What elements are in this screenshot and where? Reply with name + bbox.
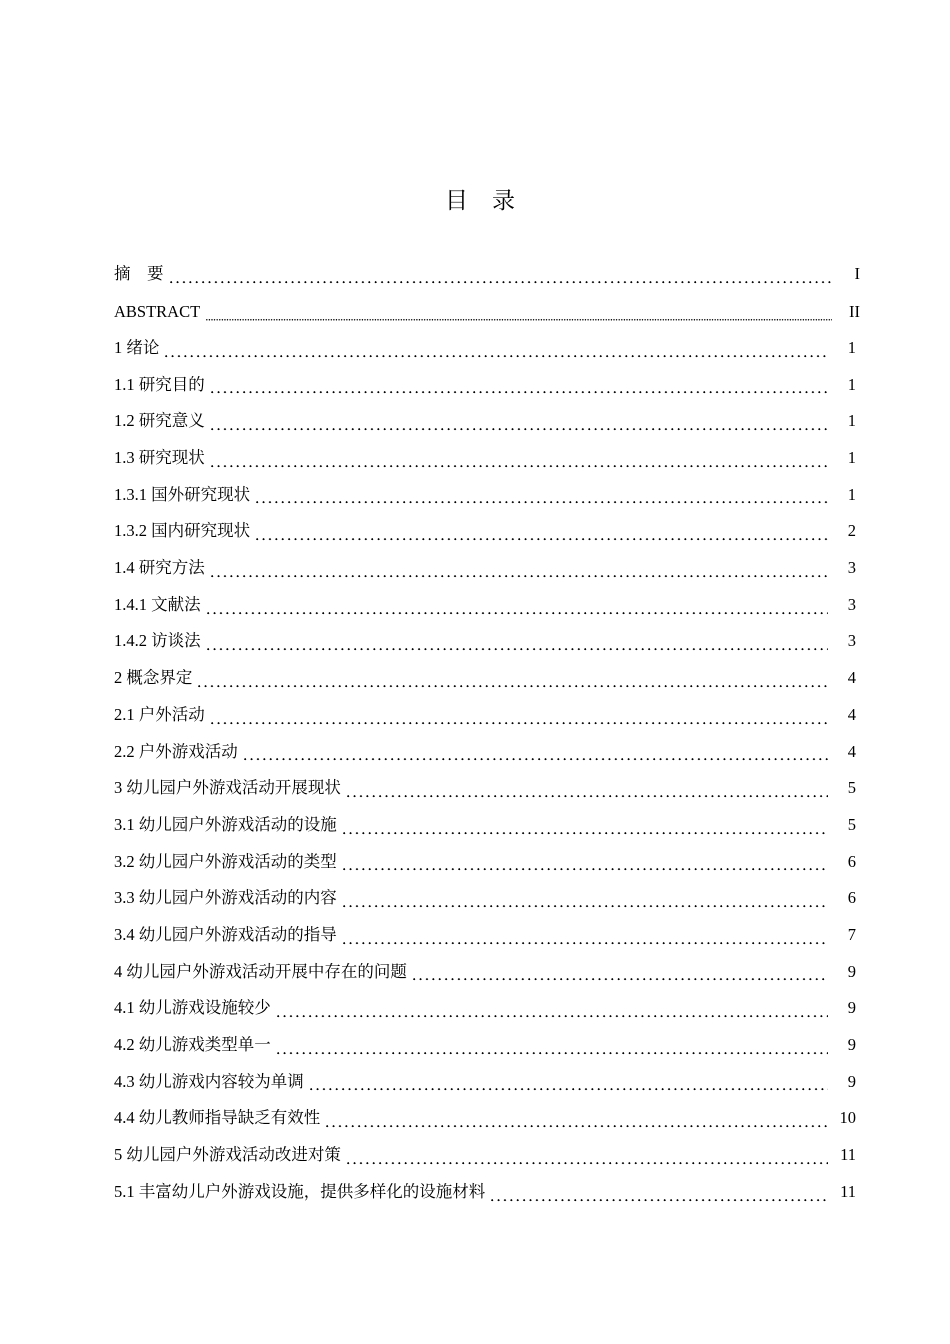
dot-leader [256, 521, 828, 541]
toc-entry-page: 3 [847, 558, 856, 578]
toc-entry-page: 4 [847, 741, 856, 761]
toc-entry-page: 1 [847, 374, 856, 394]
dot-leader [198, 668, 828, 688]
toc-entry[interactable] [114, 880, 860, 917]
toc-entry-page: 11 [840, 1145, 856, 1165]
dot-leader [277, 1035, 828, 1055]
toc-entry-label: 1.3.1 国外研究现状 [114, 484, 251, 504]
dot-leader [343, 925, 828, 945]
dot-leader [211, 448, 828, 468]
dot-leader [244, 741, 828, 761]
toc-entry-label: 2 概念界定 [114, 668, 193, 688]
toc-entry[interactable] [114, 660, 860, 697]
toc-entry-page: 2 [847, 521, 856, 541]
dot-leader [343, 815, 828, 835]
toc-entry-label: 5.1 丰富幼儿户外游戏设施，提供多样化的设施材料 [114, 1181, 486, 1201]
toc-entry-label: 4.3 幼儿游戏内容较为单调 [114, 1071, 304, 1091]
dot-leader [310, 1071, 828, 1091]
toc-entry-page: 11 [840, 1181, 856, 1201]
toc-entry[interactable] [114, 1174, 860, 1211]
toc-entry-page: 9 [847, 961, 856, 981]
toc-entry[interactable] [114, 770, 860, 807]
toc-title: 目录 [445, 188, 539, 214]
toc-entry-page: II [849, 302, 860, 321]
dot-leader [165, 338, 828, 358]
dot-leader [211, 558, 828, 578]
toc-entry-label: 1.3 研究现状 [114, 448, 205, 468]
toc-entry-label: 3.3 幼儿园户外游戏活动的内容 [114, 888, 337, 908]
toc-entry-page: I [854, 264, 860, 283]
toc-entry-page: 7 [847, 924, 856, 944]
dot-leader [206, 301, 832, 321]
toc-entry-label: 2.1 户外活动 [114, 704, 205, 724]
toc-entry[interactable] [114, 954, 860, 991]
toc-entry[interactable] [114, 807, 860, 844]
dot-leader [347, 778, 828, 798]
toc-entry[interactable] [114, 513, 860, 550]
toc-entry[interactable] [114, 1100, 860, 1137]
toc-entry[interactable] [114, 440, 860, 477]
toc-entry-label: 2.2 户外游戏活动 [114, 741, 238, 761]
toc-entry[interactable] [114, 587, 860, 624]
toc-entry[interactable] [114, 477, 860, 514]
dot-leader [207, 595, 828, 615]
dot-leader [326, 1108, 828, 1128]
toc-entry[interactable] [114, 367, 860, 404]
table-of-contents [114, 254, 860, 1211]
toc-entry-page: 1 [847, 411, 856, 431]
toc-entry-page: 9 [847, 998, 856, 1018]
toc-entry-label: 4.1 幼儿游戏设施较少 [114, 998, 271, 1018]
toc-entry-label: ABSTRACT [114, 302, 201, 321]
toc-entry-page: 5 [847, 778, 856, 798]
toc-entry-page: 9 [847, 1071, 856, 1091]
toc-entry-page: 5 [847, 814, 856, 834]
toc-entry[interactable] [114, 1137, 860, 1174]
toc-entry-label: 3.4 幼儿园户外游戏活动的指导 [114, 924, 337, 944]
toc-entry-label: 1.2 研究意义 [114, 411, 205, 431]
toc-entry[interactable] [114, 734, 860, 771]
toc-entry-label: 3.2 幼儿园户外游戏活动的类型 [114, 851, 337, 871]
toc-entry[interactable] [114, 624, 860, 661]
toc-entry-page: 6 [847, 888, 856, 908]
dot-leader [277, 998, 828, 1018]
dot-leader [343, 888, 828, 908]
toc-entry-page: 6 [847, 851, 856, 871]
toc-entry-label: 3.1 幼儿园户外游戏活动的设施 [114, 814, 337, 834]
toc-entry[interactable] [114, 990, 860, 1027]
toc-entry-label: 摘 要 [114, 264, 164, 283]
toc-entry-page: 4 [847, 668, 856, 688]
toc-entry[interactable] [114, 403, 860, 440]
dot-leader [413, 961, 828, 981]
dot-leader [207, 631, 828, 651]
toc-entry-label: 1.4.1 文献法 [114, 594, 201, 614]
toc-entry[interactable] [114, 1027, 860, 1064]
dot-leader [211, 705, 828, 725]
toc-entry-page: 10 [839, 1108, 856, 1128]
toc-entry[interactable] [114, 697, 860, 734]
toc-entry[interactable] [114, 1064, 860, 1101]
toc-entry-page: 1 [847, 484, 856, 504]
toc-entry[interactable] [114, 550, 860, 587]
toc-entry-page: 1 [847, 337, 856, 357]
toc-entry-label: 1.3.2 国内研究现状 [114, 521, 251, 541]
dot-leader [343, 851, 828, 871]
toc-entry-page: 3 [847, 594, 856, 614]
toc-entry-page: 4 [847, 704, 856, 724]
toc-entry-label: 1.4 研究方法 [114, 558, 205, 578]
toc-entry-label: 4.2 幼儿游戏类型单一 [114, 1035, 271, 1055]
dot-leader [347, 1145, 828, 1165]
dot-leader [211, 374, 828, 394]
toc-entry[interactable] [114, 917, 860, 954]
toc-entry-page: 3 [847, 631, 856, 651]
toc-entry-label: 1.4.2 访谈法 [114, 631, 201, 651]
toc-entry[interactable] [114, 330, 860, 367]
dot-leader [256, 484, 828, 504]
toc-entry-page: 9 [847, 1035, 856, 1055]
toc-entry[interactable] [114, 254, 860, 293]
dot-leader [170, 264, 833, 284]
toc-entry-page: 1 [847, 448, 856, 468]
toc-entry[interactable] [114, 293, 860, 330]
toc-entry-label: 1 绪论 [114, 337, 160, 357]
toc-entry-label: 4.4 幼儿教师指导缺乏有效性 [114, 1108, 321, 1128]
dot-leader [491, 1182, 828, 1202]
toc-entry-label: 5 幼儿园户外游戏活动改进对策 [114, 1145, 341, 1165]
toc-entry-label: 1.1 研究目的 [114, 374, 205, 394]
toc-entry-label: 4 幼儿园户外游戏活动开展中存在的问题 [114, 961, 407, 981]
toc-entry[interactable] [114, 844, 860, 881]
toc-entry-label: 3 幼儿园户外游戏活动开展现状 [114, 778, 341, 798]
dot-leader [211, 411, 828, 431]
